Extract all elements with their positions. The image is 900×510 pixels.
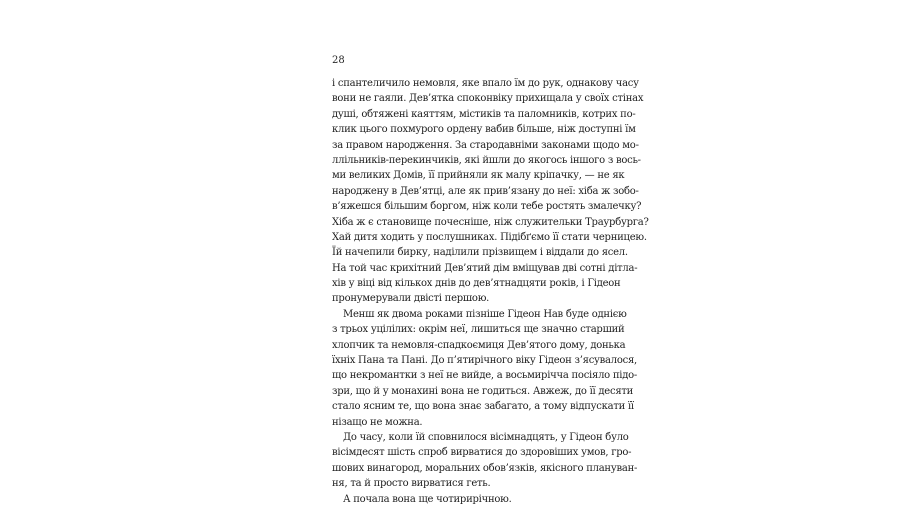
text-line: нізащо не можна. [332, 416, 423, 428]
body-text [332, 76, 649, 507]
text-line: ллільників-перекинчиків, які йшли до якогось іншого з вось- [332, 154, 641, 166]
text-line: вісімдесят шість спроб вирватися до здоровіших умов, гро- [332, 447, 632, 459]
text-line: душі, обтяжені каяттям, містиків та паломників, котрих по- [332, 108, 636, 120]
page-number: 28 [332, 55, 345, 66]
text-line: До часу, коли їй сповнилося вісімнадцять, у Гідеон було [343, 431, 629, 443]
text-line: Хіба ж є становище почесніше, ніж служительки Траурбурга? [332, 216, 649, 228]
text-line: Менш як двома роками пізніше Гідеон Нав буде однією [343, 308, 627, 320]
text-line: хлопчик та немовля-спадкоємиця Дев’ятого дому, донька [332, 339, 626, 351]
text-line: народжену в Дев’ятці, але як прив’язану до неї: хіба ж зобо- [332, 185, 639, 197]
text-line: вони не гаяли. Дев’ятка споконвіку прихищала у своїх стінах [332, 93, 644, 105]
text-line: з трьох уцілілих: окрім неї, лишиться ще значно старший [332, 324, 625, 336]
text-line: стало ясним те, що вона знає забагато, а тому відпускати її [332, 401, 634, 413]
text-line: в’яжешся більшим боргом, ніж коли тебе ростять змалечку? [332, 201, 642, 213]
text-line: зри, що й у монахині вона не годиться. Авжеж, до її десяти [332, 385, 634, 397]
text-line: На той час крихітний Дев’ятий дім вміщував дві сотні дітла- [332, 262, 638, 274]
text-line: що некромантки з неї не вийде, а восьмирічча посіяло підо- [332, 370, 638, 382]
text-line: їхніх Пана та Пані. До п’ятирічного віку Гідеон з’ясувалося, [332, 355, 637, 367]
text-line: А почала вона ще чотирирічною. [343, 493, 512, 505]
text-line: за правом народження. За стародавніми законами щодо мо- [332, 139, 639, 151]
text-line: шових винагород, моральних обов’язків, якісного плануван- [332, 462, 638, 474]
text-line: ня, та й просто вирватися геть. [332, 478, 491, 490]
text-line: ми великих Домів, її прийняли як малу кріпачку, — не як [332, 170, 625, 182]
text-line: пронумерували двісті першою. [332, 293, 490, 305]
text-line: Їй начепили бирку, наділили прізвищем і віддали до ясел. [332, 247, 628, 259]
text-line: хів у віці від кількох днів до дев’ятнадцяти років, і Гідеон [332, 278, 621, 290]
text-line: і спантеличило немовля, яке впало їм до рук, однакову часу [332, 78, 639, 89]
text-line: Хай дитя ходить у послушниках. Підібґємо її стати черницею. [332, 231, 647, 243]
text-line: клик цього похмурого ордену вабив більше, ніж доступні їм [332, 124, 636, 136]
